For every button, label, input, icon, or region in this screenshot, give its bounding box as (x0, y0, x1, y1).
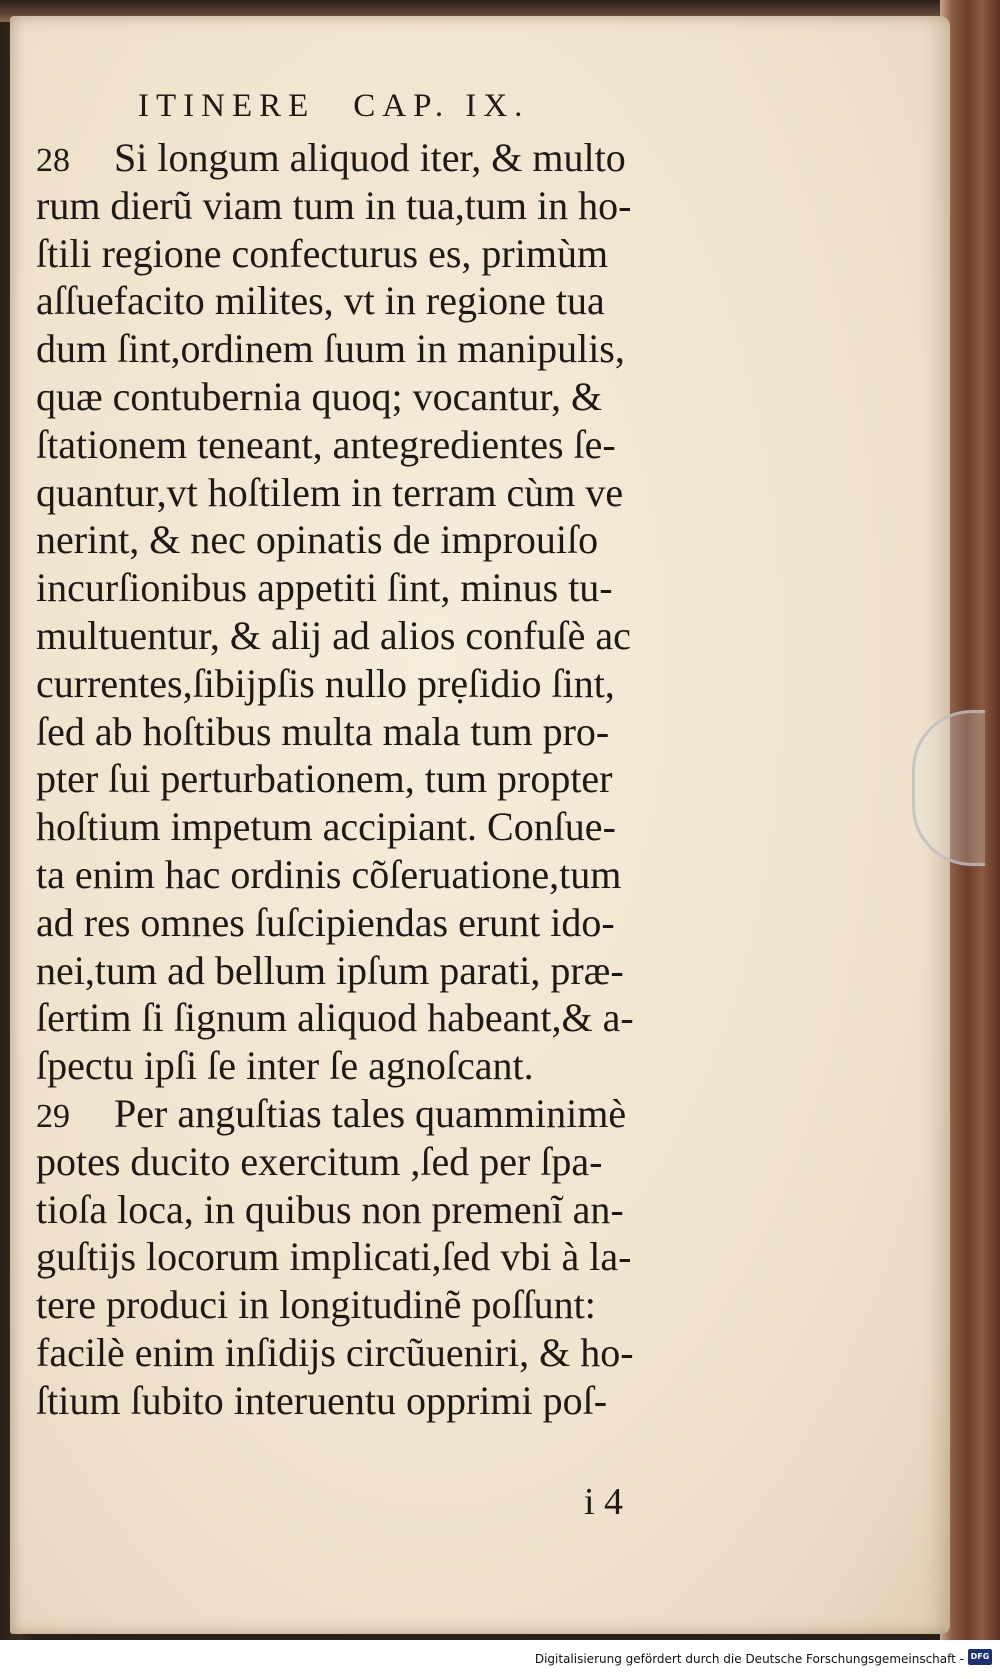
text-line: ſtationem teneant, antegredientes ſe- (36, 421, 616, 467)
running-head-left: ITINERE (138, 88, 316, 124)
digitization-footer (0, 1640, 1000, 1679)
text-line: nerint, & nec opinatis de improuiſo (36, 517, 599, 563)
section-number: 28 (36, 142, 70, 179)
running-head-right: CAP. IX. (353, 88, 530, 124)
text-line: potes ducito exercitum ,ſed per ſpa- (36, 1138, 603, 1184)
text-line: ta enim hac ordinis cõſeruatione,tum (36, 851, 622, 897)
text-line: rum dierũ viam tum in tua,tum in ho- (36, 182, 632, 228)
text-line: aſſuefacito milites, vt in regione tua (36, 278, 605, 324)
text-line: 29 Per anguſtias tales quamminimè (36, 1090, 756, 1138)
footer-credit: Digitalisierung gefördert durch die Deutsche Forschungsgemeinschaft - (534, 1652, 964, 1666)
text-line: pter ſui perturbationem, tum propter (36, 756, 613, 802)
text-line: facilè enim inſidijs circũueniri, & ho- (36, 1329, 634, 1375)
text-line: currentes,ſibijpſis nullo prẹſidio ſint, (36, 660, 615, 706)
section-number: 29 (36, 1097, 70, 1135)
text-line: tere produci in longitudinẽ poſſunt: (36, 1282, 596, 1328)
text-line: hoſtium impetum accipiant. Conſue- (36, 804, 616, 850)
signature-mark: i 4 (584, 1481, 624, 1523)
text-line: tioſa loca, in quibus non premenĩ an- (36, 1186, 624, 1232)
text-line: ſtili regione confecturus es, primùm (36, 230, 609, 276)
body-text (36, 134, 756, 1425)
running-head (138, 88, 658, 125)
text-line: ad res omnes ſuſcipiendas erunt ido- (36, 899, 615, 945)
text-line: nei,tum ad bellum ipſum parati, præ- (36, 947, 624, 993)
text-line: multuentur, & alij ad alios confuſè ac (36, 612, 631, 658)
text-line: dum ſint,ordinem ſuum in manipulis, (36, 326, 625, 372)
book-page (10, 16, 950, 1634)
text-line: ſertim ſi ſignum aliquod habeant,& a- (36, 995, 634, 1041)
text-line: ſtium ſubito interuentu opprimi poſ- (36, 1377, 608, 1423)
dfg-logo-icon: DFG (968, 1649, 992, 1665)
text-line: guſtijs locorum implicati,ſed vbi à la- (36, 1234, 632, 1280)
text-line: 28 Si longum aliquod iter, & multo (36, 134, 756, 182)
text-line: quæ contubernia quoq; vocantur, & (36, 373, 603, 419)
text-line: incurſionibus appetiti ſint, minus tu- (36, 565, 613, 611)
text-line: ſpectu ipſi ſe inter ſe agnoſcant. (36, 1043, 534, 1089)
text-line: quantur,vt hoſtilem in terram cùm ve (36, 469, 624, 515)
text-line: ſed ab hoſtibus multa mala tum pro- (36, 708, 610, 754)
